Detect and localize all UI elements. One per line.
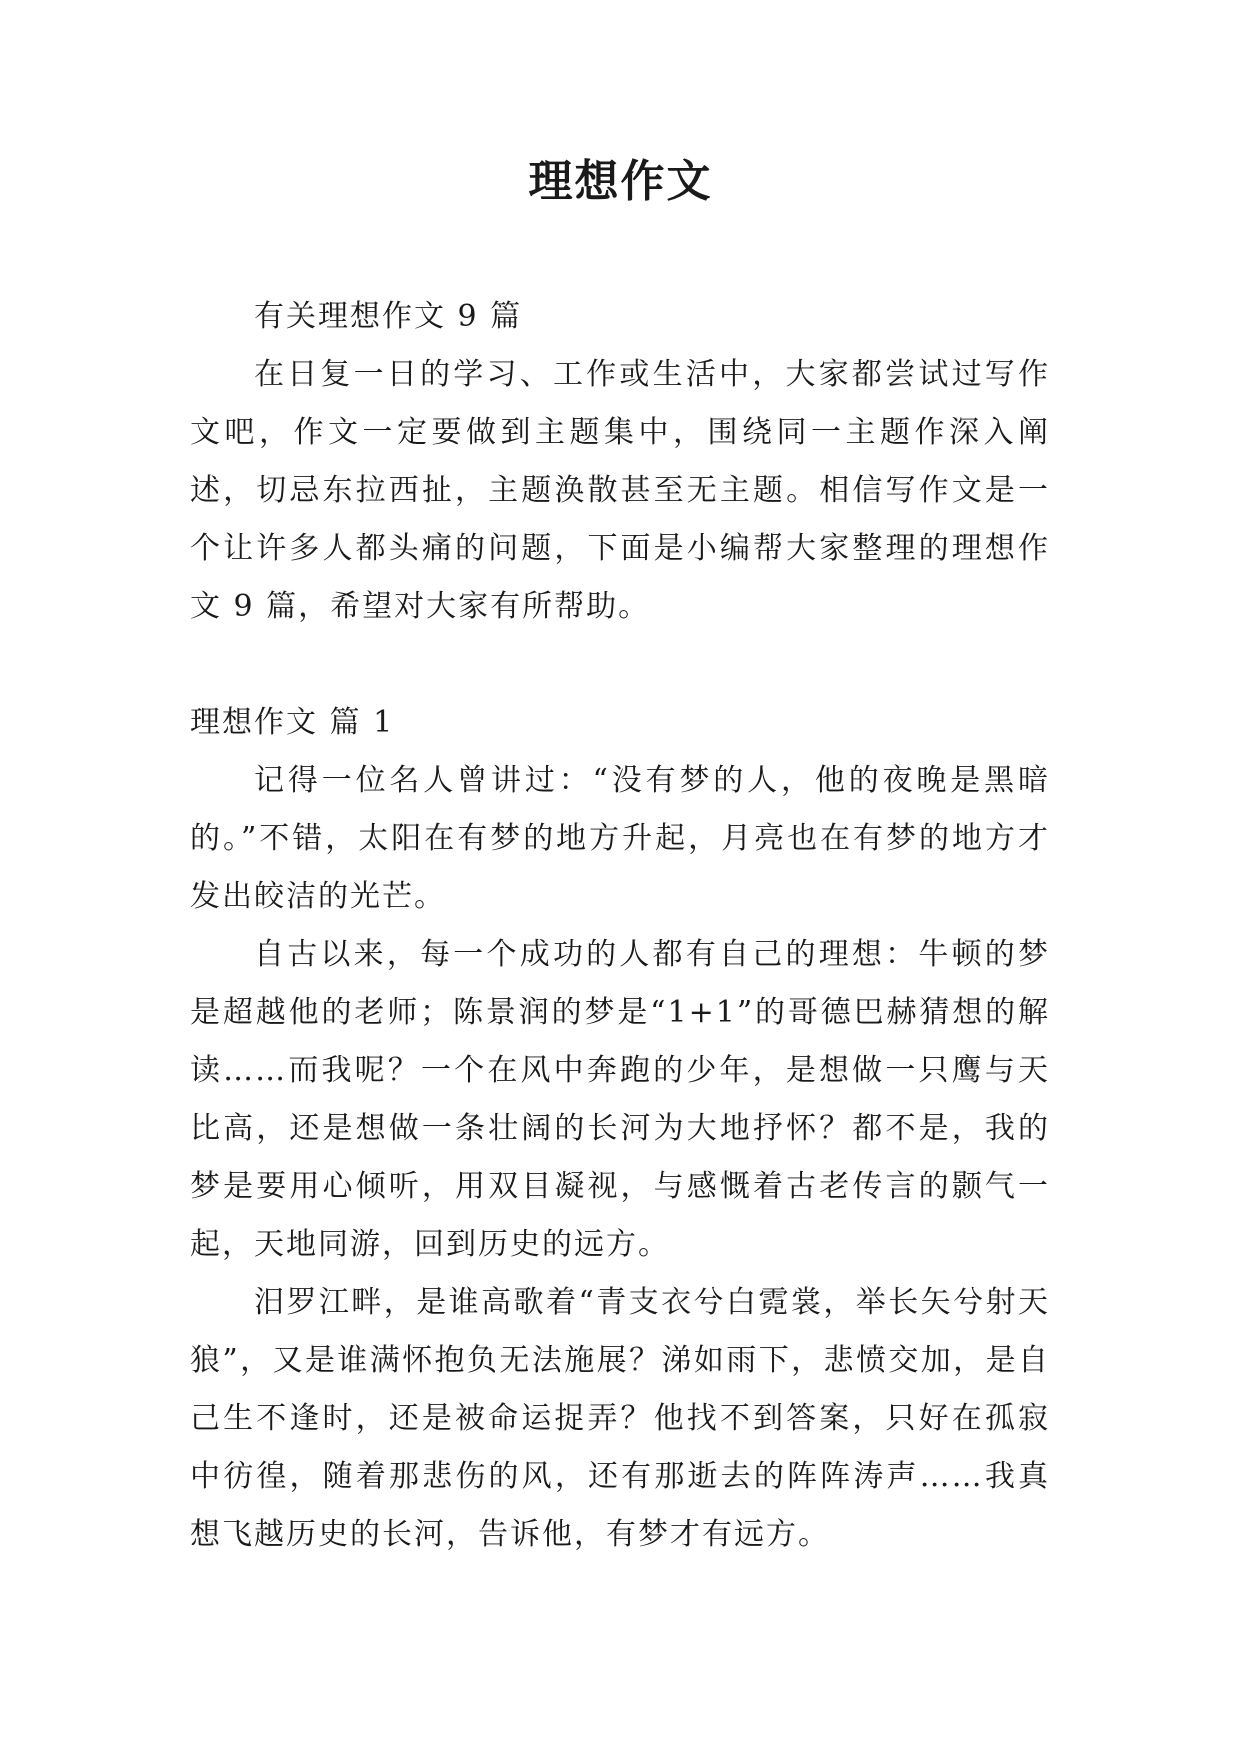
body-paragraph-3: 汨罗江畔，是谁高歌着“青支衣兮白霓裳，举长矢兮射天狼”，又是谁满怀抱负无法施展？涕如雨下，悲愤交加，是自己生不逢时，还是被命运捉弄？他找不到答案，只好在孤寂中彷徨，随着那悲伤的风，还有那逝去的阵阵涛声……我真想飞越历史的长河，告诉他，有梦才有远方。	[190, 1285, 1050, 1552]
section-heading: 理想作文 篇 1	[190, 705, 395, 740]
document-body	[190, 288, 1050, 1564]
document-title: 理想作文	[528, 156, 713, 207]
body-paragraph-1: 记得一位名人曾讲过：“没有梦的人，他的夜晚是黑暗的。”不错，太阳在有梦的地方升起，月亮也在有梦的地方才发出皎洁的光芒。	[190, 763, 1050, 914]
document-subtitle: 有关理想作文 9 篇	[254, 299, 523, 334]
intro-paragraph: 在日复一日的学习、工作或生活中，大家都尝试过写作文吧，作文一定要做到主题集中，围绕同一主题作深入阐述，切忌东拉西扯，主题涣散甚至无主题。相信写作文是一个让许多人都头痛的问题，下面是小编帮大家整理的理想作文 9 篇，希望对大家有所帮助。	[190, 357, 1050, 624]
body-paragraph-2: 自古以来，每一个成功的人都有自己的理想：牛顿的梦是超越他的老师；陈景润的梦是“1+1”的哥德巴赫猜想的解读……而我呢？一个在风中奔跑的少年，是想做一只鹰与天比高，还是想做一条壮阔的长河为大地抒怀？都不是，我的梦是要用心倾听，用双目凝视，与感慨着古老传言的颢气一起，天地同游，回到历史的远方。	[190, 937, 1050, 1262]
